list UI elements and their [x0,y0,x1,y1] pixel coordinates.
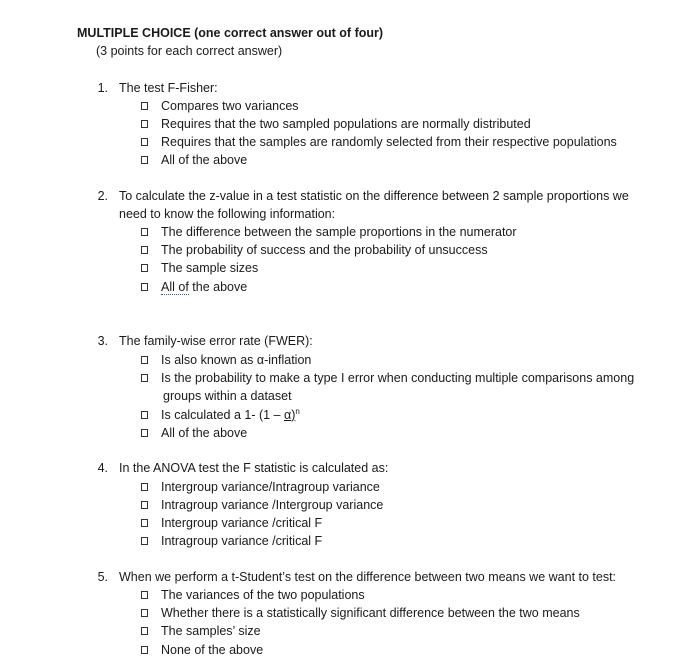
question-text: In the ANOVA test the F statistic is calculated as: [119,461,389,475]
question-number: 3. [97,334,108,348]
answer-option[interactable]: All of the above [141,153,247,167]
checkbox[interactable] [141,138,148,146]
answer-option[interactable]: Intragroup variance /critical F [141,534,322,548]
question-number: 2. [97,189,108,203]
checkbox[interactable] [141,429,148,437]
checkbox[interactable] [141,411,148,419]
checkbox[interactable] [141,609,148,617]
checkbox[interactable] [141,374,148,382]
spellcheck-underline: All of [161,280,189,294]
answer-option[interactable]: Compares two variances [141,99,299,113]
checkbox[interactable] [141,228,148,236]
answer-option[interactable]: None of the above [141,643,263,657]
answer-option[interactable]: All of the above [141,426,247,440]
answer-option[interactable]: Intergroup variance /critical F [141,516,322,530]
checkbox[interactable] [141,156,148,164]
question-text-continued: need to know the following information: [119,207,336,221]
alpha-symbol: α [283,408,292,423]
answer-option[interactable]: The probability of success and the probability of unsuccess [141,243,488,257]
checkbox[interactable] [141,246,148,254]
answer-option[interactable]: Whether there is a statistically significant difference between the two means [141,606,580,620]
checkbox[interactable] [141,591,148,599]
answer-option[interactable]: Intergroup variance/Intragroup variance [141,480,380,494]
question-number: 5. [97,570,108,584]
answer-option[interactable]: Intragroup variance /Intergroup variance [141,498,383,512]
checkbox[interactable] [141,646,148,654]
checkbox[interactable] [141,519,148,527]
question-number: 1. [97,81,108,95]
exponent: n [295,407,300,416]
answer-option[interactable]: Requires that the two sampled populations are normally distributed [141,117,531,131]
question-number: 4. [97,461,108,475]
points-note: (3 points for each correct answer) [96,44,283,58]
checkbox[interactable] [141,283,148,291]
checkbox[interactable] [141,120,148,128]
checkbox[interactable] [141,483,148,491]
checkbox[interactable] [141,537,148,545]
answer-option[interactable]: Requires that the samples are randomly selected from their respective populations [141,135,617,149]
answer-option-continued: groups within a dataset [163,389,292,403]
checkbox[interactable] [141,264,148,272]
answer-option[interactable]: Is also known as α-inflation [141,353,311,367]
checkbox[interactable] [141,102,148,110]
checkbox[interactable] [141,356,148,364]
question-text: When we perform a t-Student’s test on the difference between two means we want to test: [119,570,617,584]
answer-option[interactable]: The variances of the two populations [141,588,365,602]
answer-option[interactable]: The difference between the sample proportions in the numerator [141,225,517,239]
question-text: The family-wise error rate (FWER): [119,334,313,348]
answer-option[interactable]: All of the above [141,280,247,294]
answer-option[interactable]: The samples’ size [141,624,261,638]
question-text: To calculate the z-value in a test statistic on the difference between 2 sample proportions we [119,189,629,203]
checkbox[interactable] [141,627,148,635]
section-title: MULTIPLE CHOICE (one correct answer out of four) [77,26,384,40]
checkbox[interactable] [141,501,148,509]
question-text: The test F-Fisher: [119,81,218,95]
answer-option[interactable]: Is the probability to make a type I error when conducting multiple comparisons among [141,371,634,385]
answer-option[interactable]: The sample sizes [141,261,258,275]
answer-option[interactable]: Is calculated a 1- (1 – α)$^n$ [141,407,300,422]
